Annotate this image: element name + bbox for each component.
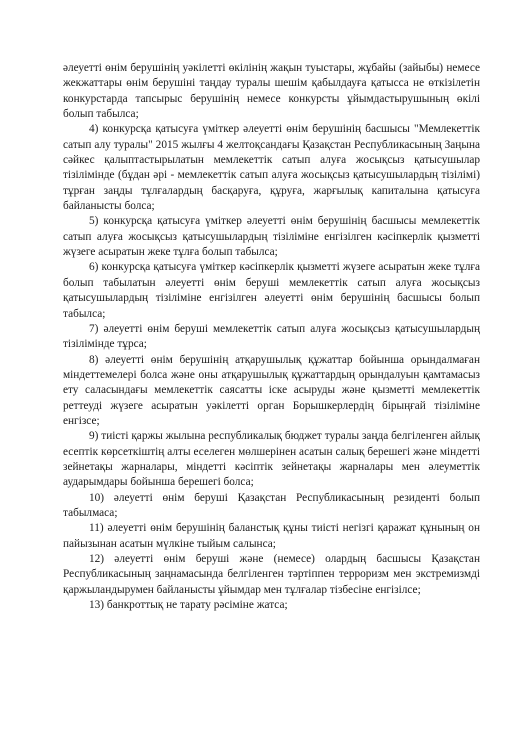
list-item-5: 5) конкурсқа қатысуға үміткер әлеуетті өнім берушінің басшысы мемлекеттік сатып алуға жосықсыз қатысушылардың тізіліміне енгізілген кәсіпкерлік қызметті жүзеге асыратын жеке тұлға болып табылса; — [63, 215, 480, 259]
list-item-8: 8) әлеуетті өнім берушінің атқарушылық құжаттар бойынша орындалмаған міндеттемелері болса және оны атқарушылық құжаттардың орындалуын қамтамасыз ету саласындағы мемлекеттік саясатты іске асыруды және қызметті мемлекеттік реттеуді жүзеге асыратын уәкілетті орган Борышкерлердің бірыңғай тізіліміне енгізсе; — [63, 353, 480, 427]
list-item-6: 6) конкурсқа қатысуға үміткер кәсіпкерлік қызметті жүзеге асыратын жеке тұлға болып табылатын әлеуетті өнім беруші мемлекеттік сатып алуға жосықсыз қатысушылардың тізіліміне енгізілген әлеуетті өнім берушінің басшысы болып табылса; — [63, 261, 480, 320]
list-item-9: 9) тиісті қаржы жылына республикалық бюджет туралы заңда белгіленген айлық есептік көрсеткіштің алты еселеген мөлшерінен асатын салық берешегі және міндетті зейнетақы жарналары, міндетті кәсіптік зейнетақы жарналары мен әлеуметтік аударымдары бойынша берешегі болса; — [63, 430, 480, 489]
list-item-4: 4) конкурсқа қатысуға үміткер әлеуетті өнім берушінің басшысы "Мемлекеттік сатып алу туралы" 2015 жылғы 4 желтоқсандағы Қазақстан Республикасының Заңына сәйкес қалыптастырылатын мемлекеттік сатып алуға жосықсыз қатысушылар тізілімінде (бұдан әрі - мемлекеттік сатып алуға жосықсыз қатысушылардың тізілімі) тұрған заңды тұлғалардың басқаруға, құруға, жарғылық капиталына қатысуға байланысты болса; — [63, 123, 480, 213]
list-item-13: 13) банкроттық не тарату рәсіміне жатса; — [89, 599, 288, 612]
list-item-10: 10) әлеуетті өнім беруші Қазақстан Республикасының резиденті болып табылмаса; — [63, 491, 480, 519]
paragraph-continuation: әлеуетті өнім берушінің уәкілетті өкілінің жақын туыстары, жұбайы (зайыбы) немесе жекжаттары өнім берушіні таңдау туралы шешім қабылдауға қатысса не өткізілетін конкурстарда тапсырыс берушінің немесе конкурсты ұйымдастырушының өкілі болып табылса; — [63, 62, 480, 121]
list-item-11: 11) әлеуетті өнім берушінің баланстық құны тиісті негізгі қаражат құнының он пайызынан асатын мүлкіне тыйым салынса; — [63, 522, 480, 550]
document-body — [63, 61, 480, 613]
list-item-7: 7) әлеуетті өнім беруші мемлекеттік сатып алуға жосықсыз қатысушылардың тізілімінде тұрса; — [63, 322, 480, 351]
list-item-12: 12) әлеуетті өнім беруші және (немесе) олардың басшысы Қазақстан Республикасының заңнамасында белгіленген тәртіппен терроризм мен экстремизмді қаржыландырумен байланысты ұйымдар мен тұлғалар тізбесіне енгізілсе; — [63, 553, 480, 596]
